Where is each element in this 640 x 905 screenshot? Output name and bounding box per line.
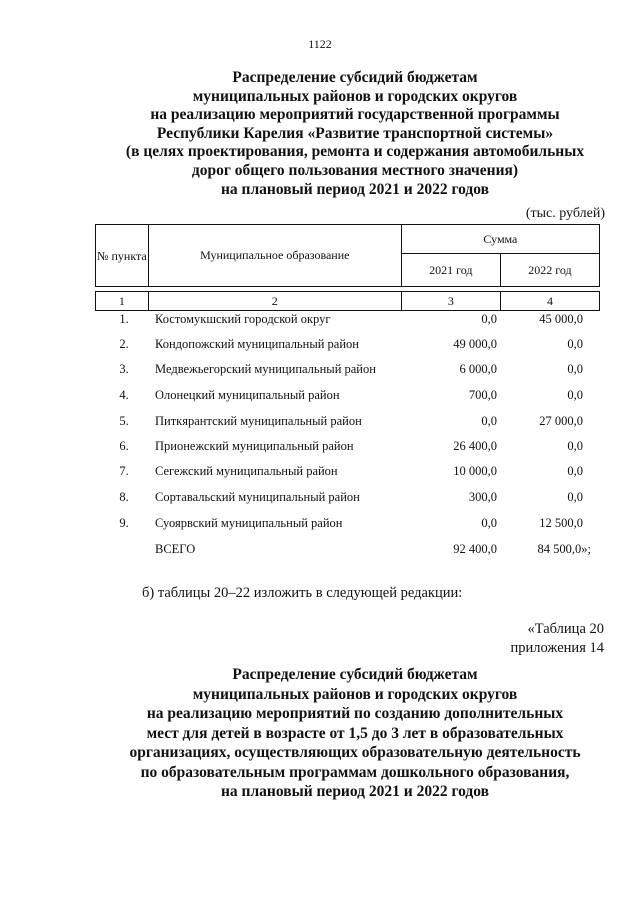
title-line: по образовательным программам дошкольного образования, [140, 763, 570, 781]
title-line: (в целях проектирования, ремонта и содержания автомобильных [125, 143, 585, 161]
row-value-2022: 0,0 [567, 388, 583, 402]
title-line: мест для детей в возрасте от 1,5 до 3 лет в образовательных [146, 724, 564, 742]
header-municipality: Муниципальное образование [148, 225, 401, 287]
row-value-2022: 12 500,0 [539, 516, 583, 530]
row-municipality: Костомукшский городской округ [155, 312, 331, 326]
row-value-2022: 27 000,0 [539, 414, 583, 428]
title-line: муниципальных районов и городских округов [192, 685, 518, 703]
table-row [95, 463, 600, 479]
column-number: 4 [500, 292, 599, 311]
units-label: (тыс. рублей) [525, 206, 605, 221]
total-value-2021: 92 400,0 [453, 542, 497, 556]
row-number: 6. [119, 439, 129, 453]
row-value-2021: 6 000,0 [459, 362, 497, 376]
row-value-2022: 0,0 [567, 490, 583, 504]
table-total-row [95, 541, 600, 557]
row-value-2022: 0,0 [567, 362, 583, 376]
table-row [95, 387, 600, 403]
second-table-title [90, 665, 620, 802]
row-value-2022: 0,0 [567, 464, 583, 478]
column-number: 2 [148, 292, 401, 311]
row-value-2021: 10 000,0 [453, 464, 497, 478]
row-municipality: Питкярантский муниципальный район [155, 414, 362, 428]
title-line: на плановый период 2021 и 2022 годов [221, 180, 489, 198]
row-value-2021: 700,0 [468, 388, 497, 402]
row-municipality: Сортавальский муниципальный район [155, 490, 360, 504]
title-line: муниципальных районов и городских округов [192, 87, 518, 105]
title-line: организациях, осуществляющих образовательную деятельность [129, 744, 581, 761]
row-municipality: Медвежьегорский муниципальный район [155, 362, 376, 376]
table-ref-line: «Таблица 20 [527, 621, 604, 637]
header-year-2021: 2021 год [401, 254, 500, 287]
table-row [95, 438, 600, 454]
title-line: на плановый период 2021 и 2022 годов [221, 783, 489, 800]
row-number: 1. [119, 312, 129, 326]
row-number: 5. [119, 414, 129, 428]
table-row [95, 336, 600, 352]
header-year-2022: 2022 год [500, 254, 599, 287]
column-number: 3 [401, 292, 500, 311]
row-value-2021: 26 400,0 [453, 439, 497, 453]
row-number: 7. [119, 464, 129, 478]
row-value-2021: 300,0 [468, 490, 497, 504]
row-value-2022: 0,0 [567, 439, 583, 453]
table-row [95, 515, 600, 531]
table-row [95, 311, 600, 327]
row-value-2021: 0,0 [481, 516, 497, 530]
total-value-2022: 84 500,0»; [537, 542, 591, 556]
header-sum: Сумма [401, 225, 599, 254]
header-number: № пункта [96, 225, 149, 287]
row-number: 8. [119, 490, 129, 504]
row-municipality: Кондопожский муниципальный район [155, 337, 359, 351]
title-line: дорог общего пользования местного значения) [191, 161, 519, 179]
row-value-2022: 0,0 [567, 337, 583, 351]
table-row [95, 361, 600, 377]
table-ref-line: приложения 14 [510, 640, 604, 656]
total-label: ВСЕГО [155, 542, 196, 556]
table-reference [511, 620, 604, 658]
row-number: 3. [119, 362, 129, 376]
amendment-paragraph: б) таблицы 20–22 изложить в следующей редакции: [142, 585, 463, 601]
table-title [90, 69, 620, 199]
subsidy-table-header [95, 224, 600, 311]
row-value-2021: 49 000,0 [453, 337, 497, 351]
row-value-2021: 0,0 [481, 312, 497, 326]
title-line: на реализацию мероприятий по созданию дополнительных [146, 705, 564, 722]
row-number: 4. [119, 388, 129, 402]
table-row [95, 489, 600, 505]
title-line: на реализацию мероприятий государственной программы [150, 106, 560, 124]
title-line: Распределение субсидий бюджетам [232, 666, 478, 683]
row-number: 9. [119, 516, 129, 530]
page-number: 1122 [308, 37, 332, 51]
row-municipality: Олонецкий муниципальный район [155, 388, 340, 402]
column-number: 1 [96, 292, 149, 311]
row-municipality: Суоярвский муниципальный район [155, 516, 343, 530]
row-value-2022: 45 000,0 [539, 312, 583, 326]
row-number: 2. [119, 337, 129, 351]
title-line: Распределение субсидий бюджетам [232, 69, 478, 86]
row-municipality: Прионежский муниципальный район [155, 439, 354, 453]
row-value-2021: 0,0 [481, 414, 497, 428]
table-row [95, 413, 600, 429]
title-line: Республики Карелия «Развитие транспортной системы» [156, 124, 554, 142]
row-municipality: Сегежский муниципальный район [155, 464, 338, 478]
